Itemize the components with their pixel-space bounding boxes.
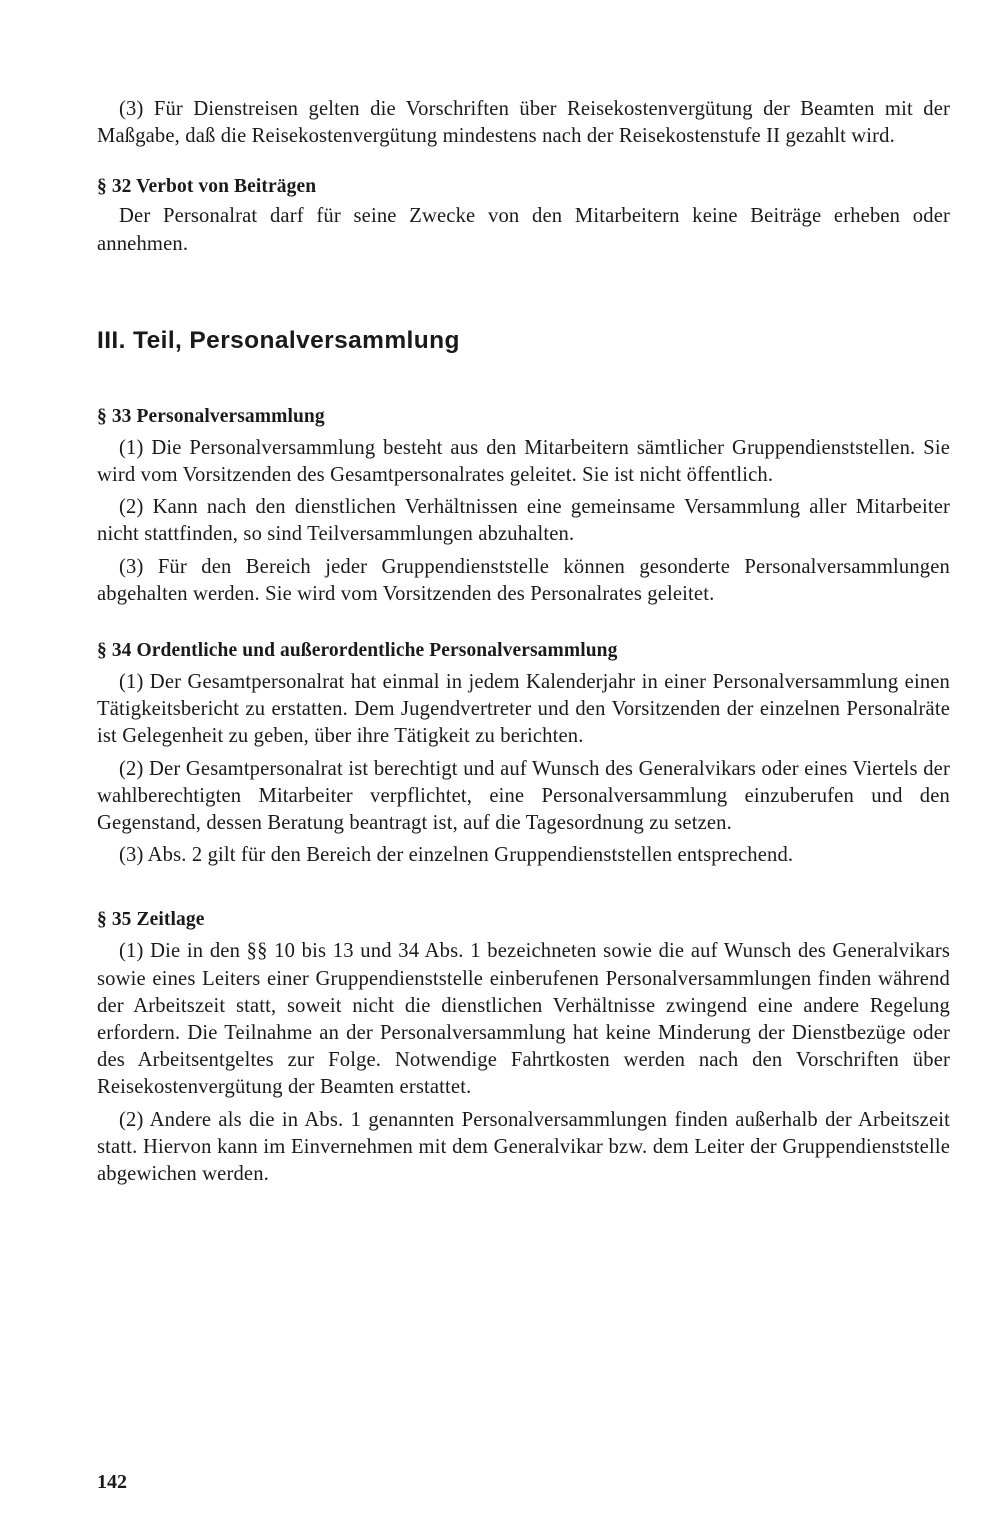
section-34-heading: § 34 Ordentliche und außerordentliche Personalversammlung <box>97 640 618 662</box>
section-32 <box>97 174 950 257</box>
s33-paragraph-1: (1) Die Personalversammlung besteht aus den Mitarbeitern sämtlicher Gruppendienststellen. Sie wird vom Vorsitzenden des Gesamtpersonalrates geleitet. Sie ist nicht öffentlich. <box>97 436 950 487</box>
s35-paragraph-2: (2) Andere als die in Abs. 1 genannten Personalversammlungen finden außerhalb der Arbeitszeit statt. Hiervon kann im Einvernehmen mit dem Generalvikar bzw. dem Leiter der Gruppendienststelle abgewichen werden. <box>97 1108 950 1186</box>
section-35 <box>97 907 950 1188</box>
part-3-heading: III. Teil, Personalversammlung <box>97 326 460 354</box>
s35-paragraph-1: (1) Die in den §§ 10 bis 13 und 34 Abs. 1 bezeichneten sowie die auf Wunsch des Generalvikars sowie eines Leiters einer Gruppendienststelle einberufenen Personalversammlungen finden während der Arbeitszeit statt, soweit nicht die dienstlichen Verhältnisse zwingend eine andere Regelung erfordern. Die Teilnahme an der Personalversammlung hat keine Minderung der Dienstbezüge oder des Arbeitsentgeltes zur Folge. Notwendige Fahrtkosten werden nach den Vorschriften über Reisekostenvergütung der Beamten erstattet. <box>97 940 950 1099</box>
page-number: 142 <box>97 1471 127 1493</box>
s32-paragraph-1: Der Personalrat darf für seine Zwecke von den Mitarbeitern keine Beiträge erheben oder annehmen. <box>97 205 950 255</box>
s34-paragraph-1: (1) Der Gesamtpersonalrat hat einmal in jedem Kalenderjahr in einer Personalversammlung einen Tätigkeitsbericht zu erstatten. Dem Jugendvertreter und den Vorsitzenden der einzelnen Personalräte ist Gelegenheit zu geben, über ihre Tätigkeit zu berichten. <box>97 671 950 748</box>
s31-paragraph-3: (3) Für Dienstreisen gelten die Vorschriften über Reisekostenvergütung der Beamten mit der Maßgabe, daß die Reisekostenvergütung mindestens nach der Reisekostenstufe II gezahlt wird. <box>97 98 950 148</box>
section-34 <box>97 638 950 869</box>
s33-paragraph-2: (2) Kann nach den dienstlichen Verhältnissen eine gemeinsame Versammlung aller Mitarbeiter nicht stattfinden, so sind Teilversammlungen abzuhalten. <box>97 496 950 546</box>
section-32-heading: § 32 Verbot von Beiträgen <box>97 176 317 198</box>
section-35-heading: § 35 Zeitlage <box>97 909 205 931</box>
section-33 <box>97 404 950 608</box>
section-33-heading: § 33 Personalversammlung <box>97 405 325 427</box>
s33-paragraph-3: (3) Für den Bereich jeder Gruppendienststelle können gesonderte Personalversammlungen abgehalten werden. Sie wird vom Vorsitzenden des Personalrates geleitet. <box>97 555 950 605</box>
s34-paragraph-2: (2) Der Gesamtpersonalrat ist berechtigt und auf Wunsch des Generalvikars oder eines Viertels der wahlberechtigten Mitarbeiter verpflichtet, eine Personalversammlung einzuberufen und den Gegenstand, dessen Beratung beantragt ist, auf die Tagesordnung zu setzen. <box>97 757 950 835</box>
s34-paragraph-3: (3) Abs. 2 gilt für den Bereich der einzelnen Gruppendienststellen entsprechend. <box>119 844 794 867</box>
page-body <box>97 96 950 1188</box>
